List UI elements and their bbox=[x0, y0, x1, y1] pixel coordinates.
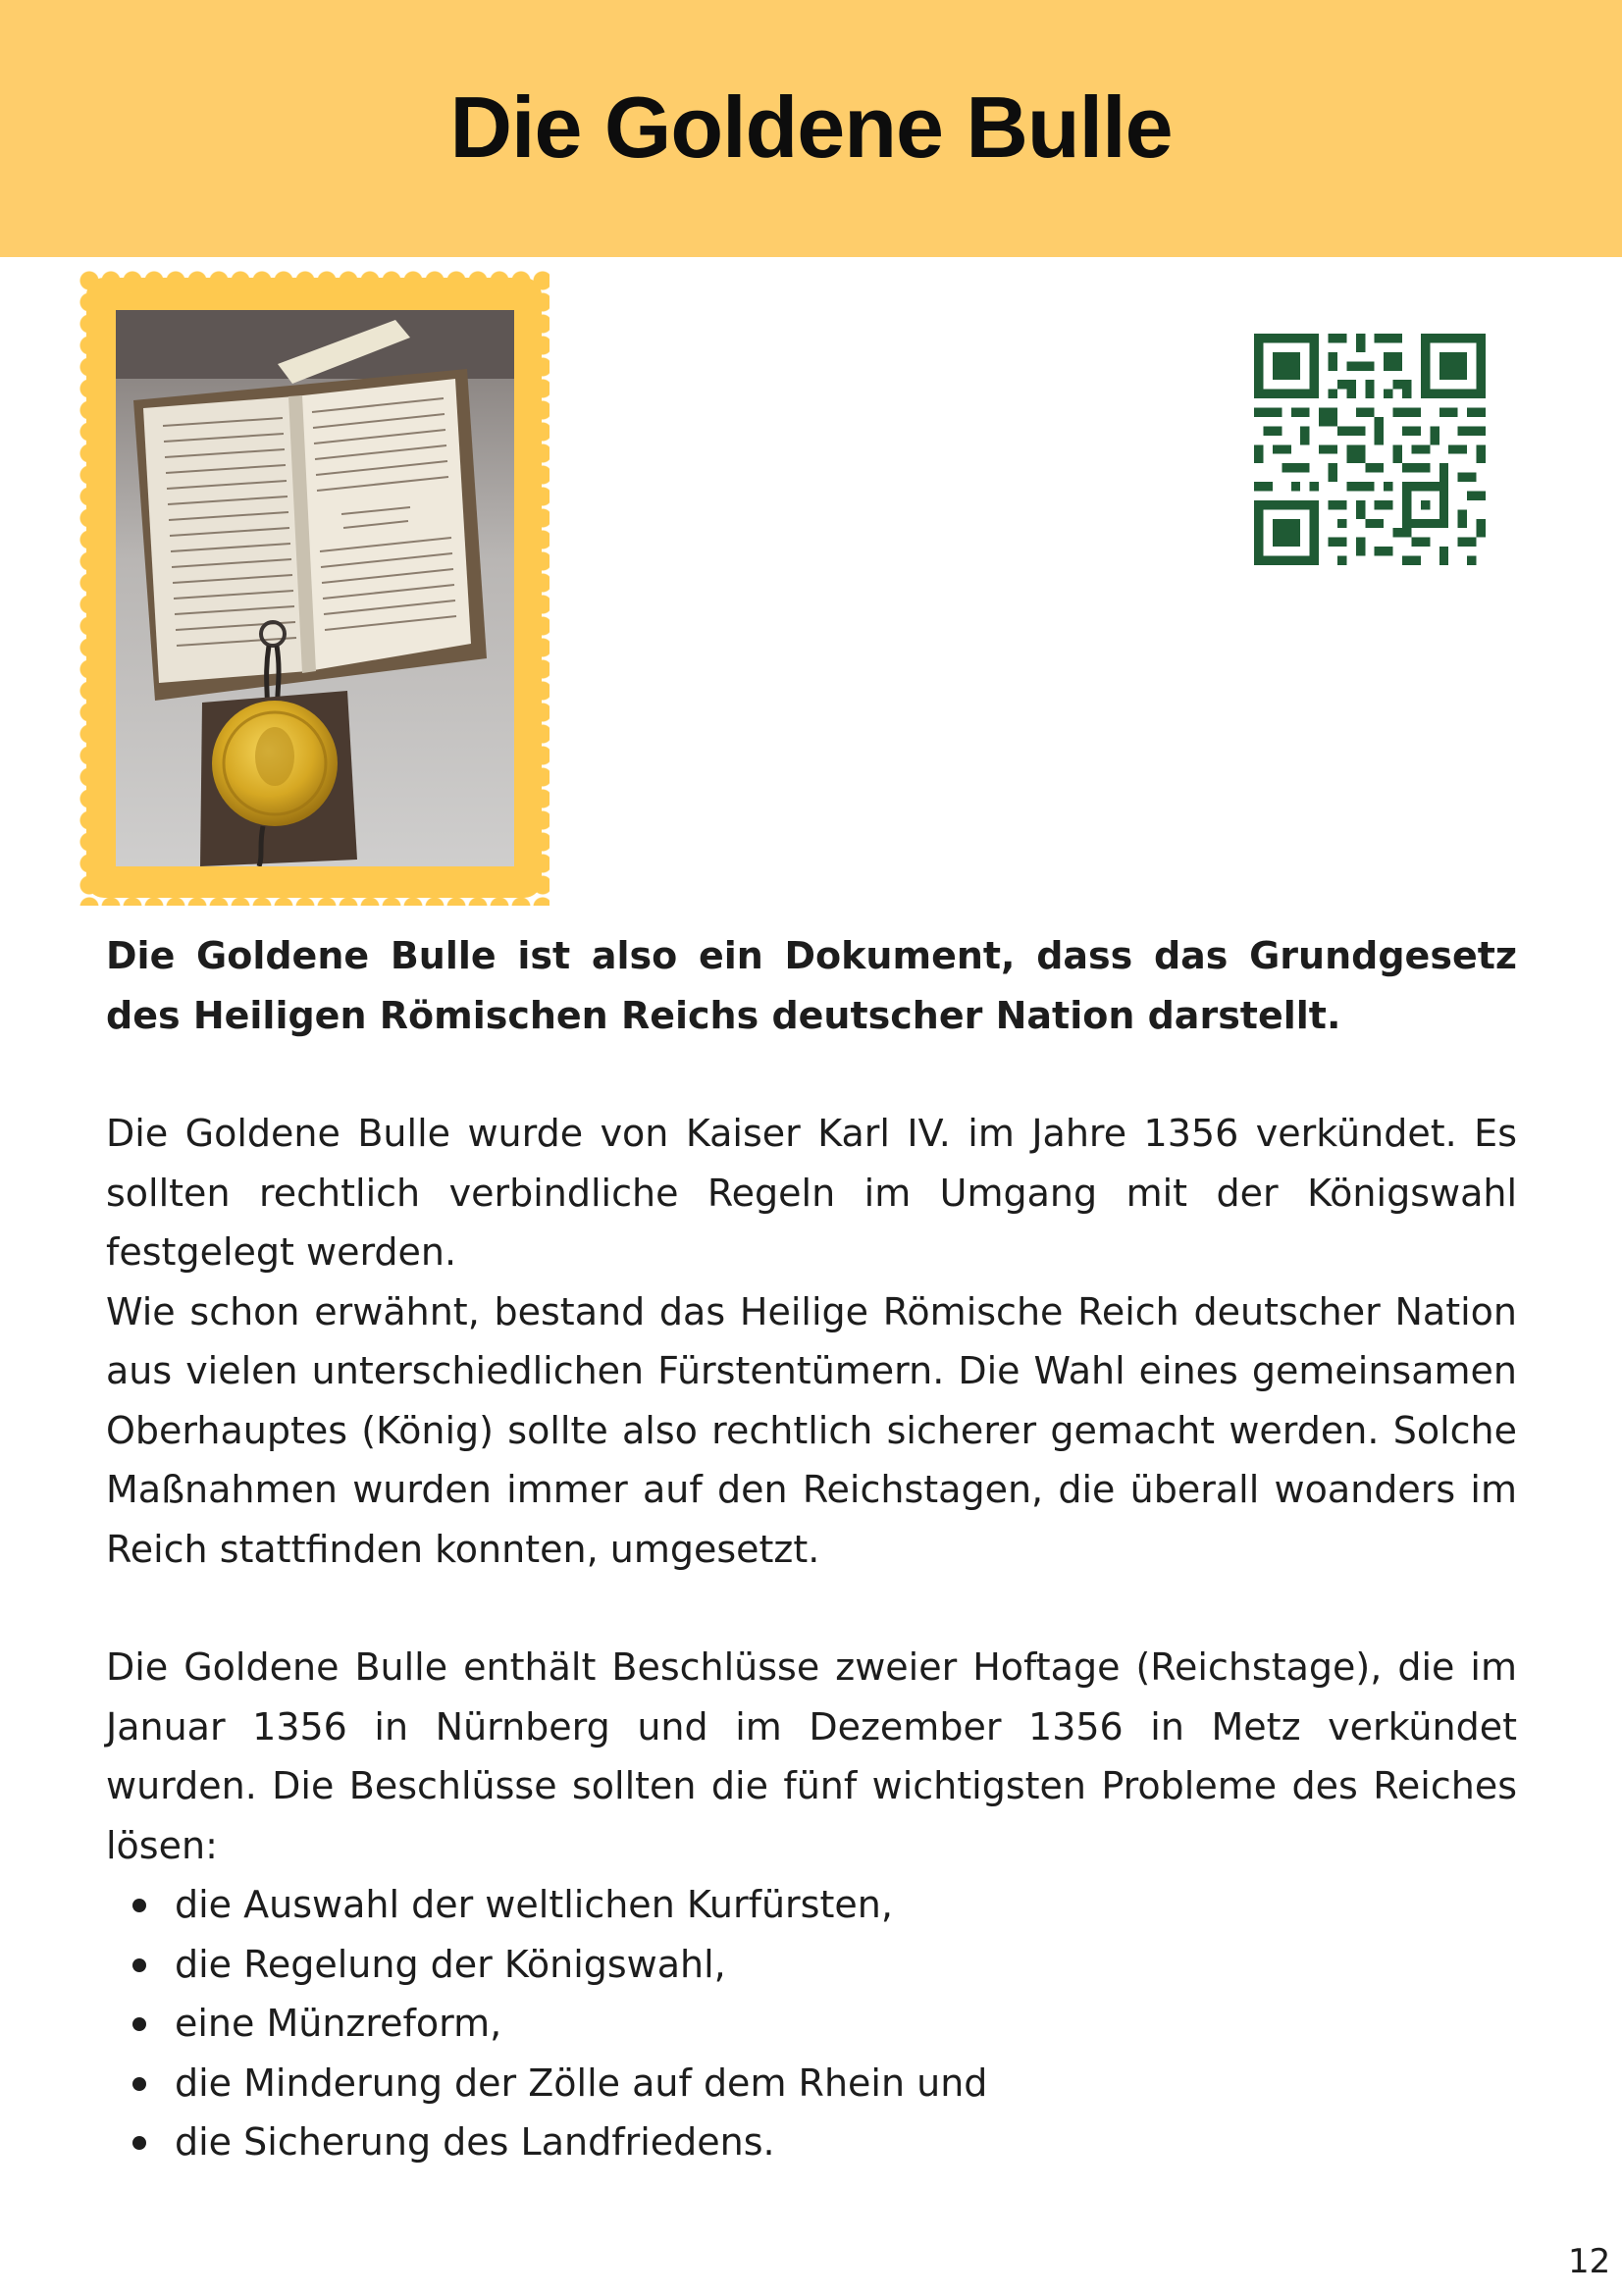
title-banner bbox=[0, 0, 1622, 257]
list-item: die Auswahl der weltlichen Kurfürsten, bbox=[106, 1875, 1517, 1935]
body-text bbox=[106, 926, 1517, 2172]
problems-list bbox=[106, 1875, 1517, 2172]
qr-code[interactable] bbox=[1254, 334, 1486, 565]
lead-paragraph: Die Goldene Bulle ist also ein Dokument, dass das Grundgesetz des Heiligen Römischen Reichs deutscher Nation darstellt. bbox=[106, 934, 1517, 1037]
photo-frame bbox=[86, 278, 542, 898]
list-item: die Sicherung des Landfriedens. bbox=[106, 2113, 1517, 2172]
list-item: eine Münzreform, bbox=[106, 1994, 1517, 2054]
page-number: 12 bbox=[1568, 2242, 1611, 2281]
list-item: die Regelung der Königswahl, bbox=[106, 1935, 1517, 1995]
list-item: die Minderung der Zölle auf dem Rhein und bbox=[106, 2054, 1517, 2113]
paragraph-karl-iv: Die Goldene Bulle wurde von Kaiser Karl IV. im Jahre 1356 verkündet. Es sollten rechtlich verbindliche Regeln im Umgang mit der Königswahl festgelegt werden. bbox=[106, 1112, 1517, 1274]
manuscript-illustration bbox=[116, 310, 514, 866]
page-title: Die Goldene Bulle bbox=[449, 78, 1173, 176]
paragraph-fuerstentuemer: Wie schon erwähnt, bestand das Heilige Römische Reich deutscher Nation aus vielen unterschiedlichen Fürstentümern. Die Wahl eines gemeinsamen Oberhauptes (König) sollte also rechtlich sicherer gemacht werden. Solche Maßnahmen wurden immer auf den Reichstagen, die überall woanders im Reich stattfinden konnten, umgesetzt. bbox=[106, 1289, 1517, 1571]
manuscript-photo bbox=[116, 310, 514, 866]
paragraph-hoftage: Die Goldene Bulle enthält Beschlüsse zweier Hoftage (Reichstage), die im Januar 1356 in Nürnberg und im Dezember 1356 in Metz verkündet wurden. Die Beschlüsse sollten die fünf wichtigsten Probleme des Reiches lösen: bbox=[106, 1645, 1517, 1867]
